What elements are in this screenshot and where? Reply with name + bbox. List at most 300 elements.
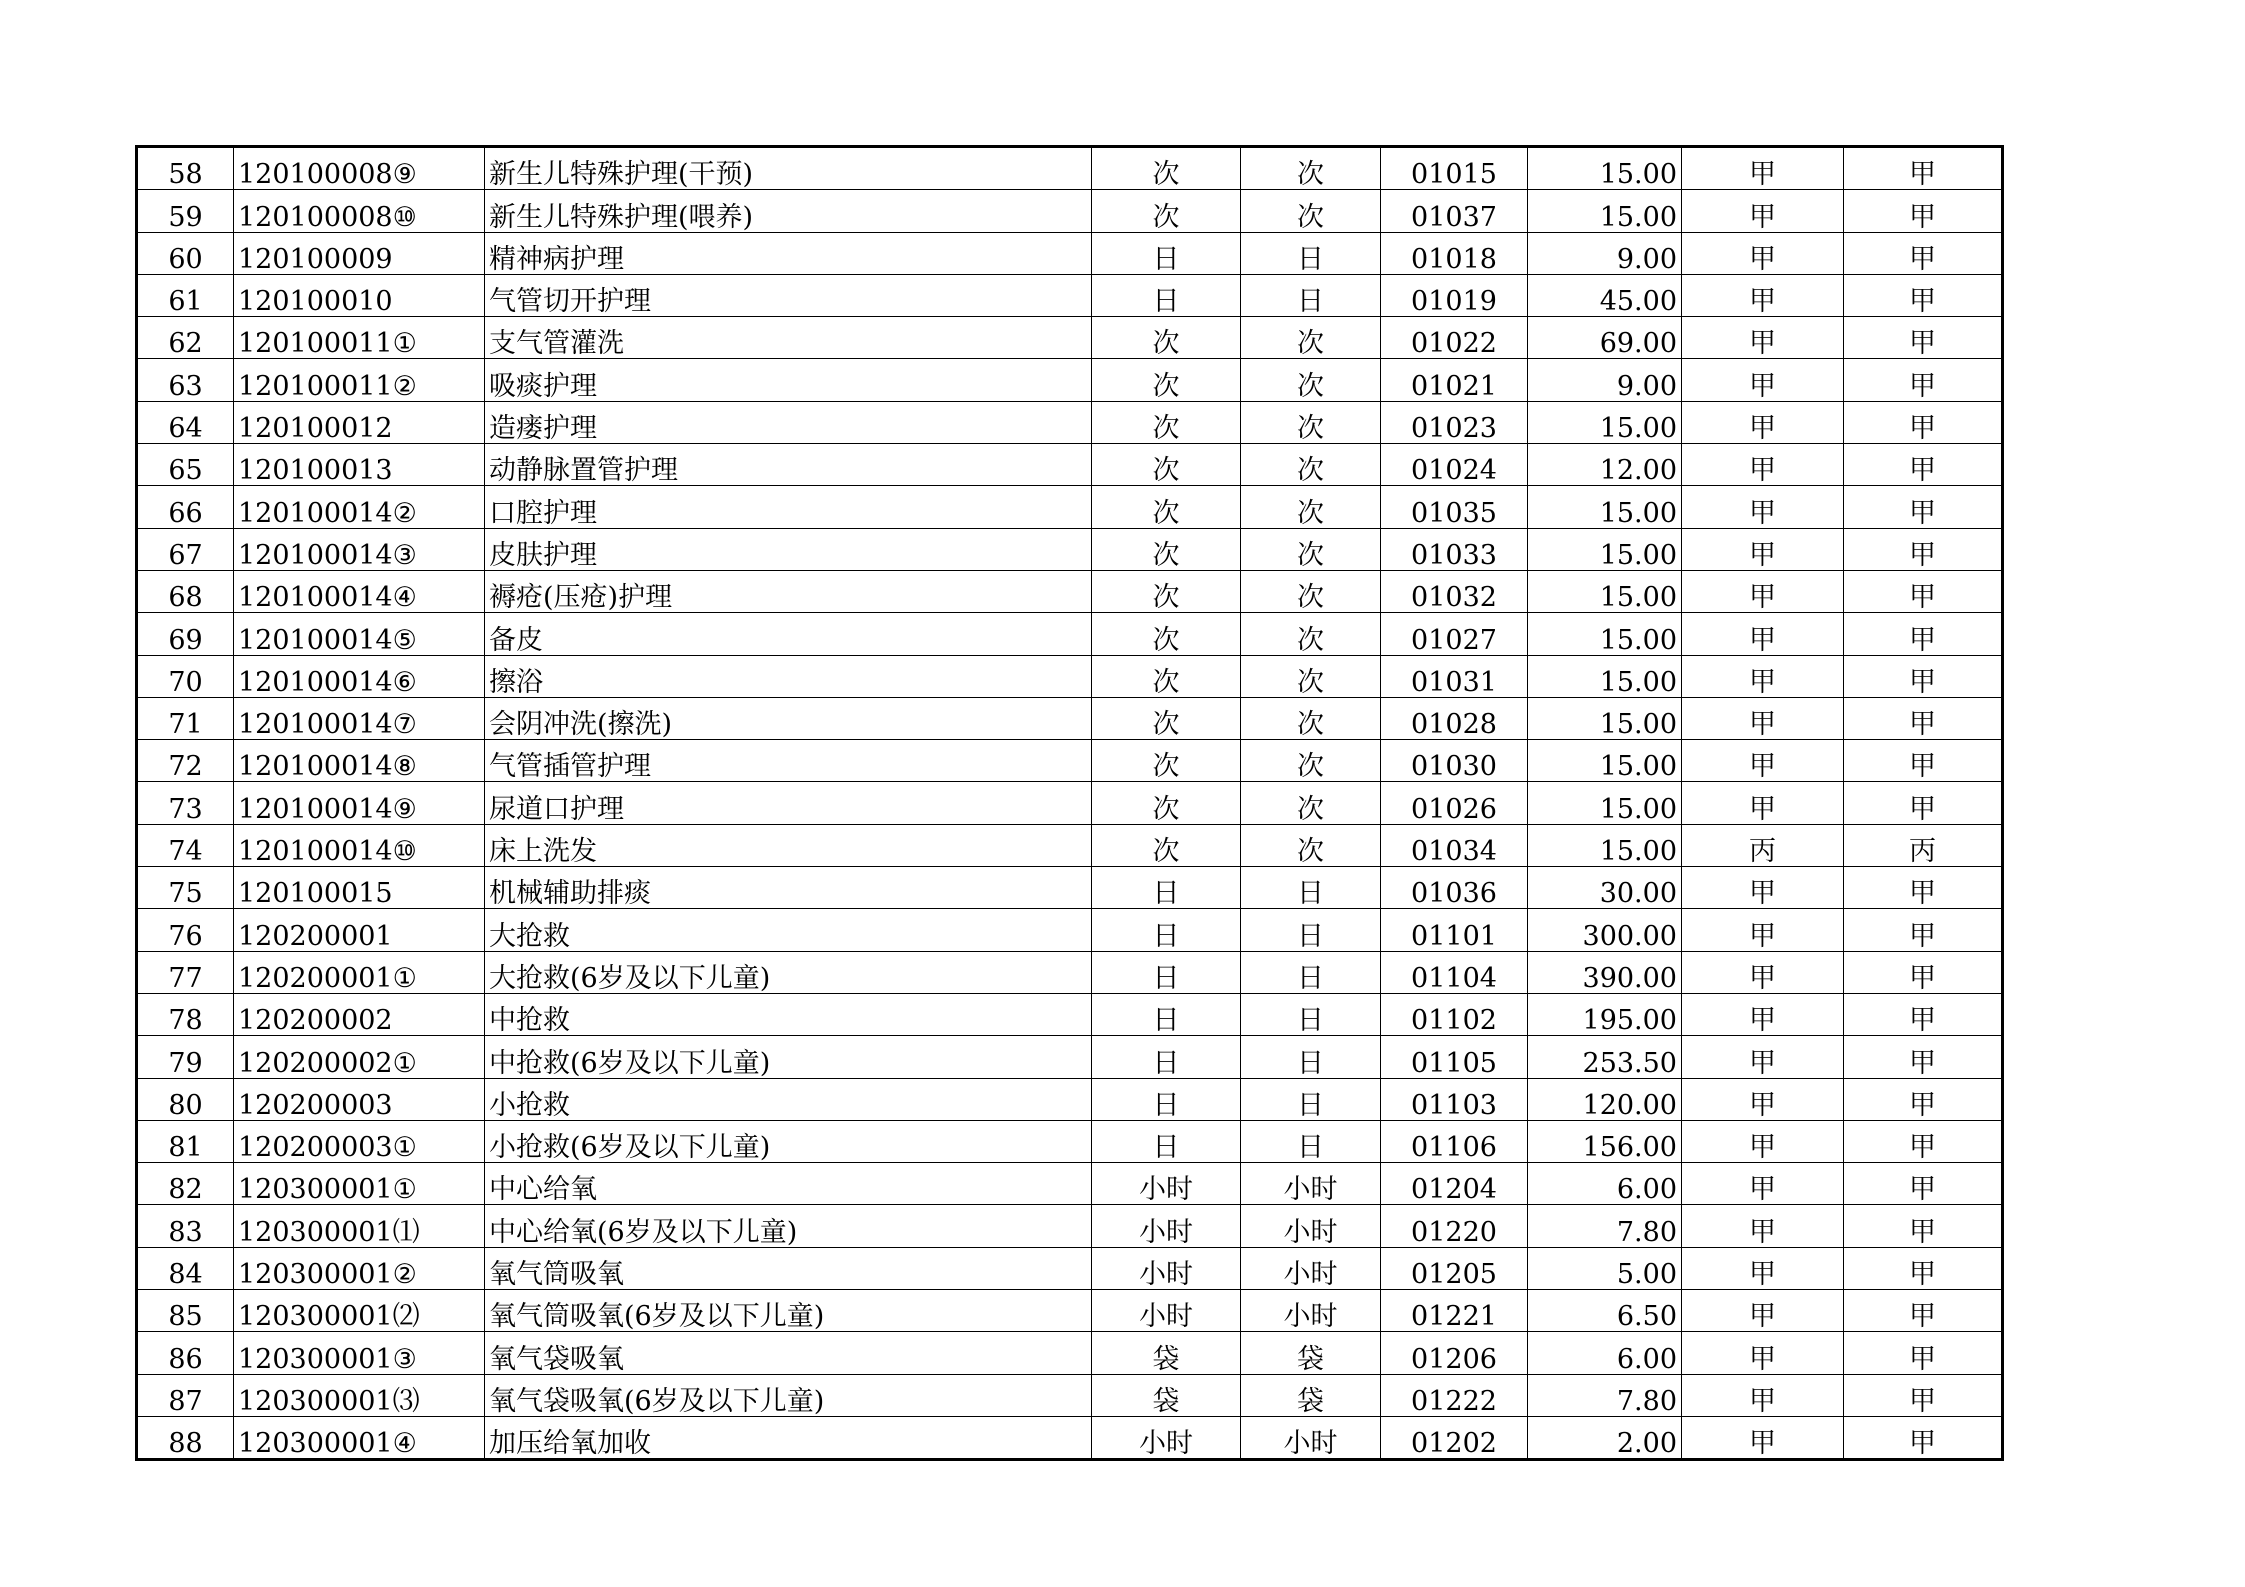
- item-code-cell: 120200002: [234, 993, 485, 1035]
- category-2-cell: 甲: [1844, 570, 2003, 612]
- reference-code-cell: 01221: [1381, 1290, 1528, 1332]
- billing-unit-cell: 次: [1241, 359, 1381, 401]
- table-row: [137, 993, 2003, 1035]
- table-row: [137, 317, 2003, 359]
- unit-cell: 次: [1092, 486, 1241, 528]
- category-2-cell: 甲: [1844, 444, 2003, 486]
- category-2-cell: 甲: [1844, 613, 2003, 655]
- billing-unit-cell: 次: [1241, 444, 1381, 486]
- price-cell: 15.00: [1528, 570, 1682, 612]
- reference-code-cell: 01202: [1381, 1416, 1528, 1459]
- item-code-cell: 120300001②: [234, 1247, 485, 1289]
- item-code-cell: 120300001①: [234, 1163, 485, 1205]
- category-2-cell: 甲: [1844, 528, 2003, 570]
- item-name-cell: 尿道口护理: [485, 782, 1092, 824]
- reference-code-cell: 01024: [1381, 444, 1528, 486]
- unit-cell: 袋: [1092, 1332, 1241, 1374]
- item-name-cell: 氧气袋吸氧(6岁及以下儿童): [485, 1374, 1092, 1416]
- unit-cell: 次: [1092, 613, 1241, 655]
- reference-code-cell: 01022: [1381, 317, 1528, 359]
- item-name-cell: 氧气筒吸氧(6岁及以下儿童): [485, 1290, 1092, 1332]
- unit-cell: 日: [1092, 993, 1241, 1035]
- category-cell: 甲: [1682, 867, 1844, 909]
- billing-unit-cell: 次: [1241, 740, 1381, 782]
- category-cell: 甲: [1682, 697, 1844, 739]
- price-cell: 156.00: [1528, 1120, 1682, 1162]
- table-row: [137, 359, 2003, 401]
- unit-cell: 日: [1092, 1078, 1241, 1120]
- category-cell: 丙: [1682, 824, 1844, 866]
- reference-code-cell: 01220: [1381, 1205, 1528, 1247]
- item-name-cell: 新生儿特殊护理(喂养): [485, 190, 1092, 232]
- category-cell: 甲: [1682, 1374, 1844, 1416]
- reference-code-cell: 01030: [1381, 740, 1528, 782]
- reference-code-cell: 01104: [1381, 951, 1528, 993]
- category-2-cell: 甲: [1844, 993, 2003, 1035]
- billing-unit-cell: 日: [1241, 274, 1381, 316]
- item-code-cell: 120100014④: [234, 570, 485, 612]
- unit-cell: 次: [1092, 317, 1241, 359]
- reference-code-cell: 01105: [1381, 1036, 1528, 1078]
- category-2-cell: 甲: [1844, 147, 2003, 190]
- row-number-cell: 80: [137, 1078, 234, 1120]
- table-row: [137, 570, 2003, 612]
- category-2-cell: 甲: [1844, 1036, 2003, 1078]
- reference-code-cell: 01037: [1381, 190, 1528, 232]
- item-code-cell: 120200001: [234, 909, 485, 951]
- price-cell: 6.00: [1528, 1163, 1682, 1205]
- unit-cell: 日: [1092, 909, 1241, 951]
- category-2-cell: 甲: [1844, 867, 2003, 909]
- unit-cell: 小时: [1092, 1247, 1241, 1289]
- row-number-cell: 66: [137, 486, 234, 528]
- reference-code-cell: 01033: [1381, 528, 1528, 570]
- reference-code-cell: 01032: [1381, 570, 1528, 612]
- item-name-cell: 大抢救(6岁及以下儿童): [485, 951, 1092, 993]
- table-row: [137, 782, 2003, 824]
- unit-cell: 次: [1092, 528, 1241, 570]
- item-code-cell: 120100014⑥: [234, 655, 485, 697]
- price-cell: 390.00: [1528, 951, 1682, 993]
- category-cell: 甲: [1682, 570, 1844, 612]
- billing-unit-cell: 日: [1241, 993, 1381, 1035]
- category-2-cell: 甲: [1844, 1374, 2003, 1416]
- billing-unit-cell: 袋: [1241, 1332, 1381, 1374]
- category-cell: 甲: [1682, 190, 1844, 232]
- row-number-cell: 63: [137, 359, 234, 401]
- table-row: [137, 1163, 2003, 1205]
- billing-unit-cell: 次: [1241, 782, 1381, 824]
- reference-code-cell: 01204: [1381, 1163, 1528, 1205]
- item-name-cell: 加压给氧加收: [485, 1416, 1092, 1459]
- item-code-cell: 120100012: [234, 401, 485, 443]
- row-number-cell: 65: [137, 444, 234, 486]
- reference-code-cell: 01031: [1381, 655, 1528, 697]
- row-number-cell: 59: [137, 190, 234, 232]
- item-code-cell: 120100014③: [234, 528, 485, 570]
- row-number-cell: 78: [137, 993, 234, 1035]
- category-cell: 甲: [1682, 1247, 1844, 1289]
- billing-unit-cell: 次: [1241, 486, 1381, 528]
- category-2-cell: 甲: [1844, 1078, 2003, 1120]
- reference-code-cell: 01101: [1381, 909, 1528, 951]
- row-number-cell: 70: [137, 655, 234, 697]
- row-number-cell: 79: [137, 1036, 234, 1078]
- category-cell: 甲: [1682, 993, 1844, 1035]
- row-number-cell: 88: [137, 1416, 234, 1459]
- table-row: [137, 444, 2003, 486]
- item-name-cell: 小抢救: [485, 1078, 1092, 1120]
- reference-code-cell: 01018: [1381, 232, 1528, 274]
- item-code-cell: 120100014⑨: [234, 782, 485, 824]
- billing-unit-cell: 次: [1241, 190, 1381, 232]
- table-row: [137, 655, 2003, 697]
- item-name-cell: 褥疮(压疮)护理: [485, 570, 1092, 612]
- row-number-cell: 73: [137, 782, 234, 824]
- billing-unit-cell: 次: [1241, 528, 1381, 570]
- table-row: [137, 909, 2003, 951]
- price-cell: 6.00: [1528, 1332, 1682, 1374]
- billing-unit-cell: 日: [1241, 951, 1381, 993]
- reference-code-cell: 01205: [1381, 1247, 1528, 1289]
- category-cell: 甲: [1682, 444, 1844, 486]
- row-number-cell: 75: [137, 867, 234, 909]
- category-2-cell: 甲: [1844, 1120, 2003, 1162]
- item-code-cell: 120100014⑧: [234, 740, 485, 782]
- item-code-cell: 120100011②: [234, 359, 485, 401]
- table-row: [137, 1416, 2003, 1459]
- billing-unit-cell: 次: [1241, 613, 1381, 655]
- category-2-cell: 甲: [1844, 655, 2003, 697]
- category-cell: 甲: [1682, 1205, 1844, 1247]
- item-code-cell: 120100008⑩: [234, 190, 485, 232]
- table-row: [137, 147, 2003, 190]
- unit-cell: 次: [1092, 824, 1241, 866]
- unit-cell: 次: [1092, 782, 1241, 824]
- reference-code-cell: 01034: [1381, 824, 1528, 866]
- billing-unit-cell: 小时: [1241, 1247, 1381, 1289]
- item-code-cell: 120200001①: [234, 951, 485, 993]
- category-2-cell: 甲: [1844, 1332, 2003, 1374]
- row-number-cell: 82: [137, 1163, 234, 1205]
- item-name-cell: 擦浴: [485, 655, 1092, 697]
- billing-unit-cell: 日: [1241, 1036, 1381, 1078]
- table-row: [137, 232, 2003, 274]
- item-name-cell: 大抢救: [485, 909, 1092, 951]
- category-cell: 甲: [1682, 317, 1844, 359]
- table-row: [137, 1332, 2003, 1374]
- table-row: [137, 613, 2003, 655]
- category-cell: 甲: [1682, 1120, 1844, 1162]
- category-2-cell: 甲: [1844, 909, 2003, 951]
- category-cell: 甲: [1682, 1078, 1844, 1120]
- table-row: [137, 1290, 2003, 1332]
- price-cell: 45.00: [1528, 274, 1682, 316]
- table-row: [137, 1120, 2003, 1162]
- billing-unit-cell: 日: [1241, 1120, 1381, 1162]
- item-code-cell: 120200002①: [234, 1036, 485, 1078]
- unit-cell: 日: [1092, 1036, 1241, 1078]
- billing-unit-cell: 小时: [1241, 1416, 1381, 1459]
- category-2-cell: 甲: [1844, 190, 2003, 232]
- table-row: [137, 740, 2003, 782]
- category-cell: 甲: [1682, 782, 1844, 824]
- row-number-cell: 67: [137, 528, 234, 570]
- table-row: [137, 486, 2003, 528]
- category-2-cell: 甲: [1844, 1205, 2003, 1247]
- table-row: [137, 1247, 2003, 1289]
- unit-cell: 日: [1092, 274, 1241, 316]
- reference-code-cell: 01021: [1381, 359, 1528, 401]
- category-cell: 甲: [1682, 274, 1844, 316]
- price-cell: 253.50: [1528, 1036, 1682, 1078]
- item-code-cell: 120100015: [234, 867, 485, 909]
- reference-code-cell: 01015: [1381, 147, 1528, 190]
- item-name-cell: 吸痰护理: [485, 359, 1092, 401]
- category-2-cell: 甲: [1844, 1163, 2003, 1205]
- item-name-cell: 中心给氧(6岁及以下儿童): [485, 1205, 1092, 1247]
- row-number-cell: 72: [137, 740, 234, 782]
- billing-unit-cell: 日: [1241, 867, 1381, 909]
- item-code-cell: 120200003: [234, 1078, 485, 1120]
- category-2-cell: 甲: [1844, 486, 2003, 528]
- price-cell: 7.80: [1528, 1374, 1682, 1416]
- unit-cell: 日: [1092, 1120, 1241, 1162]
- unit-cell: 次: [1092, 444, 1241, 486]
- billing-unit-cell: 小时: [1241, 1290, 1381, 1332]
- item-name-cell: 精神病护理: [485, 232, 1092, 274]
- price-cell: 30.00: [1528, 867, 1682, 909]
- item-code-cell: 120100014⑤: [234, 613, 485, 655]
- price-cell: 69.00: [1528, 317, 1682, 359]
- price-cell: 15.00: [1528, 824, 1682, 866]
- row-number-cell: 62: [137, 317, 234, 359]
- category-cell: 甲: [1682, 1332, 1844, 1374]
- price-cell: 5.00: [1528, 1247, 1682, 1289]
- category-2-cell: 甲: [1844, 274, 2003, 316]
- category-2-cell: 甲: [1844, 401, 2003, 443]
- category-2-cell: 甲: [1844, 782, 2003, 824]
- reference-code-cell: 01027: [1381, 613, 1528, 655]
- category-cell: 甲: [1682, 1290, 1844, 1332]
- billing-unit-cell: 次: [1241, 570, 1381, 612]
- item-name-cell: 床上洗发: [485, 824, 1092, 866]
- table-row: [137, 867, 2003, 909]
- unit-cell: 次: [1092, 570, 1241, 612]
- item-name-cell: 机械辅助排痰: [485, 867, 1092, 909]
- item-code-cell: 120100010: [234, 274, 485, 316]
- price-cell: 15.00: [1528, 613, 1682, 655]
- category-cell: 甲: [1682, 1163, 1844, 1205]
- row-number-cell: 81: [137, 1120, 234, 1162]
- billing-unit-cell: 小时: [1241, 1205, 1381, 1247]
- unit-cell: 次: [1092, 401, 1241, 443]
- row-number-cell: 64: [137, 401, 234, 443]
- billing-unit-cell: 日: [1241, 909, 1381, 951]
- category-cell: 甲: [1682, 359, 1844, 401]
- row-number-cell: 84: [137, 1247, 234, 1289]
- row-number-cell: 76: [137, 909, 234, 951]
- billing-unit-cell: 日: [1241, 1078, 1381, 1120]
- item-code-cell: 120100011①: [234, 317, 485, 359]
- category-cell: 甲: [1682, 147, 1844, 190]
- billing-unit-cell: 次: [1241, 697, 1381, 739]
- table-row: [137, 951, 2003, 993]
- reference-code-cell: 01222: [1381, 1374, 1528, 1416]
- item-name-cell: 气管插管护理: [485, 740, 1092, 782]
- item-name-cell: 口腔护理: [485, 486, 1092, 528]
- unit-cell: 次: [1092, 190, 1241, 232]
- reference-code-cell: 01036: [1381, 867, 1528, 909]
- item-code-cell: 120300001③: [234, 1332, 485, 1374]
- category-2-cell: 甲: [1844, 1247, 2003, 1289]
- table-row: [137, 528, 2003, 570]
- table-row: [137, 1205, 2003, 1247]
- category-2-cell: 甲: [1844, 317, 2003, 359]
- table-row: [137, 1036, 2003, 1078]
- unit-cell: 日: [1092, 867, 1241, 909]
- item-name-cell: 中心给氧: [485, 1163, 1092, 1205]
- price-cell: 15.00: [1528, 528, 1682, 570]
- billing-unit-cell: 次: [1241, 824, 1381, 866]
- unit-cell: 次: [1092, 655, 1241, 697]
- billing-unit-cell: 次: [1241, 401, 1381, 443]
- category-cell: 甲: [1682, 1036, 1844, 1078]
- price-cell: 15.00: [1528, 147, 1682, 190]
- item-code-cell: 120200003①: [234, 1120, 485, 1162]
- unit-cell: 日: [1092, 232, 1241, 274]
- price-cell: 300.00: [1528, 909, 1682, 951]
- row-number-cell: 85: [137, 1290, 234, 1332]
- item-name-cell: 支气管灌洗: [485, 317, 1092, 359]
- item-name-cell: 备皮: [485, 613, 1092, 655]
- billing-unit-cell: 袋: [1241, 1374, 1381, 1416]
- item-code-cell: 120100009: [234, 232, 485, 274]
- table-row: [137, 697, 2003, 739]
- unit-cell: 次: [1092, 147, 1241, 190]
- unit-cell: 次: [1092, 740, 1241, 782]
- price-cell: 15.00: [1528, 190, 1682, 232]
- row-number-cell: 68: [137, 570, 234, 612]
- price-cell: 9.00: [1528, 359, 1682, 401]
- item-name-cell: 造瘘护理: [485, 401, 1092, 443]
- table-row: [137, 1078, 2003, 1120]
- billing-unit-cell: 小时: [1241, 1163, 1381, 1205]
- price-cell: 15.00: [1528, 655, 1682, 697]
- category-cell: 甲: [1682, 951, 1844, 993]
- item-name-cell: 小抢救(6岁及以下儿童): [485, 1120, 1092, 1162]
- reference-code-cell: 01102: [1381, 993, 1528, 1035]
- category-2-cell: 甲: [1844, 232, 2003, 274]
- unit-cell: 小时: [1092, 1163, 1241, 1205]
- price-cell: 15.00: [1528, 697, 1682, 739]
- unit-cell: 小时: [1092, 1416, 1241, 1459]
- category-2-cell: 甲: [1844, 359, 2003, 401]
- reference-code-cell: 01103: [1381, 1078, 1528, 1120]
- row-number-cell: 71: [137, 697, 234, 739]
- category-cell: 甲: [1682, 232, 1844, 274]
- reference-code-cell: 01023: [1381, 401, 1528, 443]
- item-name-cell: 中抢救(6岁及以下儿童): [485, 1036, 1092, 1078]
- reference-code-cell: 01028: [1381, 697, 1528, 739]
- item-code-cell: 120300001⑴: [234, 1205, 485, 1247]
- category-cell: 甲: [1682, 613, 1844, 655]
- unit-cell: 袋: [1092, 1374, 1241, 1416]
- row-number-cell: 87: [137, 1374, 234, 1416]
- price-cell: 2.00: [1528, 1416, 1682, 1459]
- category-cell: 甲: [1682, 401, 1844, 443]
- row-number-cell: 86: [137, 1332, 234, 1374]
- row-number-cell: 77: [137, 951, 234, 993]
- price-cell: 120.00: [1528, 1078, 1682, 1120]
- table-row: [137, 1374, 2003, 1416]
- row-number-cell: 83: [137, 1205, 234, 1247]
- unit-cell: 小时: [1092, 1205, 1241, 1247]
- row-number-cell: 58: [137, 147, 234, 190]
- price-cell: 7.80: [1528, 1205, 1682, 1247]
- price-cell: 15.00: [1528, 486, 1682, 528]
- category-2-cell: 丙: [1844, 824, 2003, 866]
- billing-unit-cell: 次: [1241, 147, 1381, 190]
- table-row: [137, 824, 2003, 866]
- item-code-cell: 120300001④: [234, 1416, 485, 1459]
- category-cell: 甲: [1682, 655, 1844, 697]
- item-code-cell: 120100014⑦: [234, 697, 485, 739]
- reference-code-cell: 01206: [1381, 1332, 1528, 1374]
- reference-code-cell: 01026: [1381, 782, 1528, 824]
- reference-code-cell: 01035: [1381, 486, 1528, 528]
- category-cell: 甲: [1682, 486, 1844, 528]
- fee-schedule-table: [135, 145, 2004, 1461]
- item-name-cell: 中抢救: [485, 993, 1092, 1035]
- price-cell: 195.00: [1528, 993, 1682, 1035]
- item-code-cell: 120300001⑵: [234, 1290, 485, 1332]
- item-name-cell: 新生儿特殊护理(干预): [485, 147, 1092, 190]
- price-cell: 15.00: [1528, 401, 1682, 443]
- row-number-cell: 69: [137, 613, 234, 655]
- item-code-cell: 120100014②: [234, 486, 485, 528]
- category-cell: 甲: [1682, 740, 1844, 782]
- item-code-cell: 120100014⑩: [234, 824, 485, 866]
- price-cell: 6.50: [1528, 1290, 1682, 1332]
- unit-cell: 日: [1092, 951, 1241, 993]
- billing-unit-cell: 次: [1241, 655, 1381, 697]
- price-cell: 15.00: [1528, 782, 1682, 824]
- item-name-cell: 皮肤护理: [485, 528, 1092, 570]
- price-cell: 15.00: [1528, 740, 1682, 782]
- category-cell: 甲: [1682, 1416, 1844, 1459]
- table-row: [137, 274, 2003, 316]
- unit-cell: 小时: [1092, 1290, 1241, 1332]
- table-row: [137, 190, 2003, 232]
- category-2-cell: 甲: [1844, 697, 2003, 739]
- category-2-cell: 甲: [1844, 1416, 2003, 1459]
- reference-code-cell: 01106: [1381, 1120, 1528, 1162]
- reference-code-cell: 01019: [1381, 274, 1528, 316]
- category-2-cell: 甲: [1844, 740, 2003, 782]
- item-name-cell: 动静脉置管护理: [485, 444, 1092, 486]
- item-name-cell: 气管切开护理: [485, 274, 1092, 316]
- row-number-cell: 60: [137, 232, 234, 274]
- row-number-cell: 74: [137, 824, 234, 866]
- price-cell: 12.00: [1528, 444, 1682, 486]
- table-row: [137, 401, 2003, 443]
- item-code-cell: 120300001⑶: [234, 1374, 485, 1416]
- item-name-cell: 会阴冲洗(擦洗): [485, 697, 1092, 739]
- billing-unit-cell: 日: [1241, 232, 1381, 274]
- item-code-cell: 120100013: [234, 444, 485, 486]
- category-2-cell: 甲: [1844, 1290, 2003, 1332]
